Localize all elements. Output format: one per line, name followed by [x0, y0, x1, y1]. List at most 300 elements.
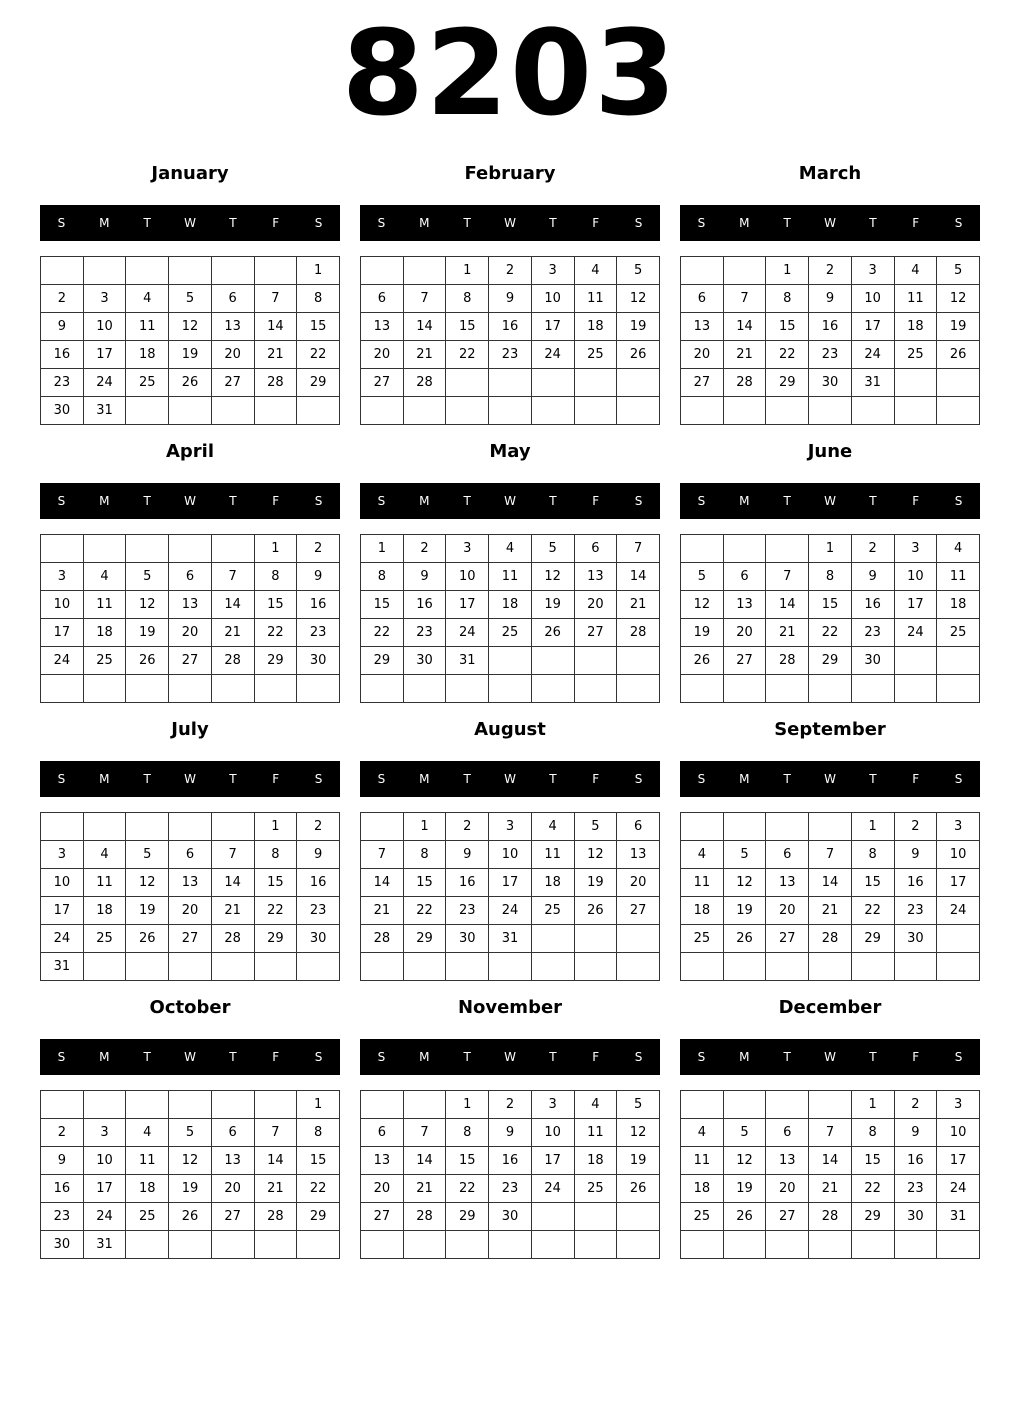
day-cell: 16	[297, 591, 340, 619]
weekday-label: W	[504, 494, 516, 508]
day-cell: 11	[83, 591, 126, 619]
week-row	[41, 813, 340, 841]
day-cell: 6	[574, 535, 617, 563]
day-cell: 26	[126, 647, 169, 675]
day-grid	[40, 1090, 340, 1259]
day-cell: 29	[254, 925, 297, 953]
day-cell	[723, 535, 766, 563]
weekday-label: T	[869, 216, 877, 230]
day-cell: 12	[126, 591, 169, 619]
day-cell: 8	[254, 841, 297, 869]
day-cell: 28	[809, 925, 852, 953]
day-cell	[126, 1091, 169, 1119]
day-cell: 16	[403, 591, 446, 619]
day-cell: 27	[169, 925, 212, 953]
day-cell	[617, 369, 660, 397]
day-cell: 26	[169, 369, 212, 397]
day-cell: 7	[617, 535, 660, 563]
day-cell	[681, 257, 724, 285]
day-grid	[360, 1090, 660, 1259]
day-cell: 25	[126, 1203, 169, 1231]
day-cell: 19	[574, 869, 617, 897]
day-cell: 20	[211, 1175, 254, 1203]
weekday-header	[680, 483, 980, 519]
weekday-label: S	[697, 772, 706, 786]
day-cell: 30	[297, 647, 340, 675]
week-row	[681, 257, 980, 285]
month-name: March	[798, 163, 862, 184]
day-cell: 5	[126, 563, 169, 591]
weekday-label: S	[57, 494, 66, 508]
day-cell: 10	[937, 841, 980, 869]
day-cell: 10	[937, 1119, 980, 1147]
day-cell	[574, 1203, 617, 1231]
day-cell: 7	[403, 1119, 446, 1147]
day-cell	[937, 647, 980, 675]
day-cell: 4	[531, 813, 574, 841]
week-row	[361, 1147, 660, 1175]
day-cell: 16	[894, 1147, 937, 1175]
day-cell	[126, 397, 169, 425]
weekday-label: W	[504, 1050, 516, 1064]
day-cell: 26	[681, 647, 724, 675]
day-cell: 11	[489, 563, 532, 591]
week-row	[41, 1231, 340, 1259]
day-cell	[489, 369, 532, 397]
day-cell	[723, 257, 766, 285]
day-cell: 3	[894, 535, 937, 563]
day-cell	[574, 953, 617, 981]
day-cell: 11	[681, 869, 724, 897]
day-cell: 7	[723, 285, 766, 313]
weekday-label: T	[549, 1050, 557, 1064]
week-row	[361, 397, 660, 425]
day-cell: 1	[766, 257, 809, 285]
week-row	[361, 1203, 660, 1231]
day-cell	[851, 675, 894, 703]
day-cell	[723, 813, 766, 841]
weekday-label: T	[869, 772, 877, 786]
day-cell: 11	[126, 313, 169, 341]
day-cell	[574, 1231, 617, 1259]
day-cell: 20	[574, 591, 617, 619]
day-cell: 1	[851, 1091, 894, 1119]
month-name: August	[474, 719, 546, 740]
day-cell: 31	[937, 1203, 980, 1231]
day-cell: 20	[766, 897, 809, 925]
day-cell: 25	[126, 369, 169, 397]
weekday-header	[360, 483, 660, 519]
week-row	[361, 257, 660, 285]
day-cell: 7	[254, 285, 297, 313]
day-cell: 1	[254, 813, 297, 841]
day-cell	[403, 953, 446, 981]
day-cell: 26	[723, 1203, 766, 1231]
day-cell: 25	[83, 647, 126, 675]
day-cell	[83, 953, 126, 981]
day-cell: 29	[361, 647, 404, 675]
day-cell	[894, 647, 937, 675]
weekday-label: T	[463, 494, 471, 508]
day-cell: 3	[937, 1091, 980, 1119]
day-cell: 22	[361, 619, 404, 647]
weekday-label: M	[99, 494, 110, 508]
day-cell: 28	[617, 619, 660, 647]
day-cell: 9	[41, 313, 84, 341]
weekday-label: F	[592, 772, 600, 786]
day-cell: 26	[574, 897, 617, 925]
day-cell: 25	[937, 619, 980, 647]
weekday-label: S	[697, 216, 706, 230]
day-cell: 16	[489, 313, 532, 341]
day-cell	[531, 953, 574, 981]
day-cell	[531, 369, 574, 397]
weekday-label: W	[824, 772, 836, 786]
day-cell: 16	[809, 313, 852, 341]
day-cell: 12	[681, 591, 724, 619]
day-cell: 8	[851, 1119, 894, 1147]
week-row	[681, 1231, 980, 1259]
day-cell: 20	[766, 1175, 809, 1203]
day-cell	[617, 397, 660, 425]
day-cell: 17	[83, 1175, 126, 1203]
day-cell: 4	[489, 535, 532, 563]
day-cell	[531, 397, 574, 425]
day-cell: 27	[766, 925, 809, 953]
day-cell	[809, 1091, 852, 1119]
day-cell: 19	[723, 1175, 766, 1203]
week-row	[41, 1175, 340, 1203]
day-grid	[360, 256, 660, 425]
day-cell: 18	[681, 897, 724, 925]
week-row	[361, 341, 660, 369]
day-cell: 10	[489, 841, 532, 869]
day-cell	[211, 813, 254, 841]
day-grid	[680, 534, 980, 703]
day-cell: 19	[617, 313, 660, 341]
day-cell: 21	[809, 897, 852, 925]
day-cell: 22	[851, 1175, 894, 1203]
day-cell	[937, 397, 980, 425]
day-cell: 2	[894, 1091, 937, 1119]
day-cell: 14	[766, 591, 809, 619]
day-cell: 5	[617, 1091, 660, 1119]
day-cell	[361, 257, 404, 285]
day-cell	[361, 675, 404, 703]
week-row	[681, 1119, 980, 1147]
day-cell: 28	[211, 925, 254, 953]
day-cell: 1	[446, 257, 489, 285]
week-row	[41, 1119, 340, 1147]
day-cell: 9	[851, 563, 894, 591]
day-cell: 23	[41, 1203, 84, 1231]
day-grid	[680, 812, 980, 981]
weekday-header	[40, 483, 340, 519]
day-cell: 28	[766, 647, 809, 675]
day-cell: 28	[403, 1203, 446, 1231]
day-cell	[809, 675, 852, 703]
day-cell	[766, 813, 809, 841]
weekday-label: S	[377, 772, 386, 786]
day-cell: 31	[83, 1231, 126, 1259]
day-cell	[211, 675, 254, 703]
month-name: July	[171, 719, 209, 740]
day-cell: 9	[297, 563, 340, 591]
day-cell: 5	[937, 257, 980, 285]
day-cell: 24	[851, 341, 894, 369]
week-row	[361, 869, 660, 897]
weekday-label: S	[314, 772, 323, 786]
day-cell: 1	[851, 813, 894, 841]
week-row	[41, 897, 340, 925]
day-cell	[83, 535, 126, 563]
day-cell: 4	[574, 257, 617, 285]
day-cell: 19	[937, 313, 980, 341]
weekday-label: F	[592, 216, 600, 230]
day-cell: 20	[723, 619, 766, 647]
day-cell: 17	[851, 313, 894, 341]
weekday-label: S	[314, 1050, 323, 1064]
day-cell: 17	[531, 1147, 574, 1175]
weekday-label: T	[463, 1050, 471, 1064]
day-cell	[531, 675, 574, 703]
day-cell: 14	[254, 1147, 297, 1175]
day-cell: 26	[723, 925, 766, 953]
week-row	[681, 675, 980, 703]
weekday-label: F	[592, 1050, 600, 1064]
day-cell: 23	[851, 619, 894, 647]
day-cell: 15	[851, 1147, 894, 1175]
day-cell	[681, 535, 724, 563]
day-cell: 2	[41, 285, 84, 313]
day-cell: 11	[83, 869, 126, 897]
day-cell: 28	[361, 925, 404, 953]
day-cell: 30	[809, 369, 852, 397]
weekday-label: T	[783, 1050, 791, 1064]
day-cell: 23	[489, 341, 532, 369]
day-cell: 31	[446, 647, 489, 675]
day-cell	[446, 1231, 489, 1259]
weekday-label: F	[592, 494, 600, 508]
weekday-label: T	[783, 494, 791, 508]
week-row	[361, 369, 660, 397]
day-cell: 29	[446, 1203, 489, 1231]
day-cell: 29	[297, 1203, 340, 1231]
week-row	[681, 563, 980, 591]
day-cell: 22	[254, 897, 297, 925]
weekday-label: T	[143, 772, 151, 786]
day-cell: 9	[894, 841, 937, 869]
week-row	[361, 953, 660, 981]
day-cell: 3	[531, 257, 574, 285]
day-cell	[211, 397, 254, 425]
month-name: December	[778, 997, 882, 1018]
day-cell	[297, 1231, 340, 1259]
day-cell: 20	[617, 869, 660, 897]
day-cell: 16	[41, 1175, 84, 1203]
day-cell: 10	[894, 563, 937, 591]
day-cell: 27	[361, 369, 404, 397]
day-cell	[361, 953, 404, 981]
day-cell: 24	[41, 647, 84, 675]
day-cell	[403, 257, 446, 285]
day-cell: 13	[169, 869, 212, 897]
day-cell: 16	[894, 869, 937, 897]
week-row	[681, 813, 980, 841]
day-cell: 15	[254, 591, 297, 619]
day-cell	[41, 675, 84, 703]
day-cell: 2	[297, 813, 340, 841]
week-row	[361, 675, 660, 703]
day-cell: 22	[446, 341, 489, 369]
day-grid	[40, 534, 340, 703]
day-cell: 31	[41, 953, 84, 981]
week-row	[41, 535, 340, 563]
day-cell: 2	[41, 1119, 84, 1147]
day-cell	[83, 675, 126, 703]
day-cell	[894, 369, 937, 397]
day-cell: 8	[446, 285, 489, 313]
day-cell: 14	[211, 591, 254, 619]
day-cell: 12	[723, 869, 766, 897]
day-cell	[41, 813, 84, 841]
day-cell: 30	[851, 647, 894, 675]
day-cell: 14	[254, 313, 297, 341]
day-cell: 27	[617, 897, 660, 925]
day-cell: 19	[681, 619, 724, 647]
day-cell: 22	[851, 897, 894, 925]
day-cell	[211, 535, 254, 563]
day-cell	[126, 257, 169, 285]
week-row	[361, 563, 660, 591]
day-cell: 2	[403, 535, 446, 563]
day-cell: 19	[169, 1175, 212, 1203]
day-cell: 25	[681, 925, 724, 953]
weekday-label: T	[783, 216, 791, 230]
week-row	[681, 925, 980, 953]
day-cell	[489, 953, 532, 981]
day-cell: 5	[169, 285, 212, 313]
day-cell: 20	[361, 341, 404, 369]
day-cell: 24	[83, 369, 126, 397]
day-cell: 24	[531, 1175, 574, 1203]
day-cell: 21	[211, 897, 254, 925]
weekday-header	[360, 761, 660, 797]
day-cell: 21	[617, 591, 660, 619]
day-cell: 27	[361, 1203, 404, 1231]
week-row	[681, 313, 980, 341]
day-grid	[40, 812, 340, 981]
day-cell: 18	[489, 591, 532, 619]
day-cell: 8	[446, 1119, 489, 1147]
week-row	[41, 675, 340, 703]
day-cell: 24	[41, 925, 84, 953]
day-cell	[894, 397, 937, 425]
day-cell	[169, 257, 212, 285]
week-row	[681, 1203, 980, 1231]
day-cell: 22	[254, 619, 297, 647]
day-cell: 27	[574, 619, 617, 647]
day-cell: 21	[254, 341, 297, 369]
day-cell: 29	[254, 647, 297, 675]
day-cell	[809, 953, 852, 981]
day-cell	[766, 953, 809, 981]
day-cell: 17	[937, 1147, 980, 1175]
day-cell: 12	[617, 1119, 660, 1147]
day-cell: 27	[723, 647, 766, 675]
weekday-label: F	[912, 494, 920, 508]
day-cell: 16	[851, 591, 894, 619]
day-cell: 10	[83, 1147, 126, 1175]
day-cell: 30	[297, 925, 340, 953]
day-cell: 12	[531, 563, 574, 591]
day-cell: 9	[489, 1119, 532, 1147]
week-row	[361, 535, 660, 563]
day-cell: 23	[446, 897, 489, 925]
day-cell: 19	[126, 897, 169, 925]
day-cell: 23	[41, 369, 84, 397]
weekday-header	[680, 1039, 980, 1075]
day-cell	[211, 953, 254, 981]
week-row	[681, 647, 980, 675]
day-cell: 3	[531, 1091, 574, 1119]
week-row	[681, 535, 980, 563]
day-cell: 11	[126, 1147, 169, 1175]
day-cell	[446, 675, 489, 703]
day-cell: 17	[894, 591, 937, 619]
day-cell: 14	[211, 869, 254, 897]
day-cell	[531, 925, 574, 953]
weekday-label: M	[419, 1050, 430, 1064]
weekday-label: S	[57, 772, 66, 786]
day-cell	[41, 1091, 84, 1119]
day-grid	[360, 812, 660, 981]
day-cell: 5	[574, 813, 617, 841]
day-cell	[169, 813, 212, 841]
day-cell	[766, 1091, 809, 1119]
day-cell: 18	[574, 1147, 617, 1175]
weekday-label: T	[143, 1050, 151, 1064]
day-cell	[574, 675, 617, 703]
day-cell: 16	[297, 869, 340, 897]
day-cell	[126, 675, 169, 703]
day-cell: 24	[83, 1203, 126, 1231]
weekday-label: T	[463, 216, 471, 230]
day-cell: 20	[361, 1175, 404, 1203]
day-cell	[531, 1231, 574, 1259]
weekday-label: W	[184, 494, 196, 508]
day-cell: 23	[894, 1175, 937, 1203]
weekday-label: S	[634, 216, 643, 230]
day-cell	[766, 675, 809, 703]
day-cell: 15	[766, 313, 809, 341]
weekday-label: M	[419, 494, 430, 508]
day-cell: 10	[41, 591, 84, 619]
day-cell	[617, 953, 660, 981]
day-cell: 20	[169, 897, 212, 925]
week-row	[41, 841, 340, 869]
day-cell: 18	[937, 591, 980, 619]
month-name: September	[774, 719, 886, 740]
day-cell: 12	[169, 313, 212, 341]
day-cell: 10	[83, 313, 126, 341]
week-row	[361, 647, 660, 675]
week-row	[681, 1091, 980, 1119]
day-cell: 30	[41, 1231, 84, 1259]
day-cell: 30	[894, 925, 937, 953]
day-cell: 18	[83, 897, 126, 925]
day-cell	[41, 257, 84, 285]
